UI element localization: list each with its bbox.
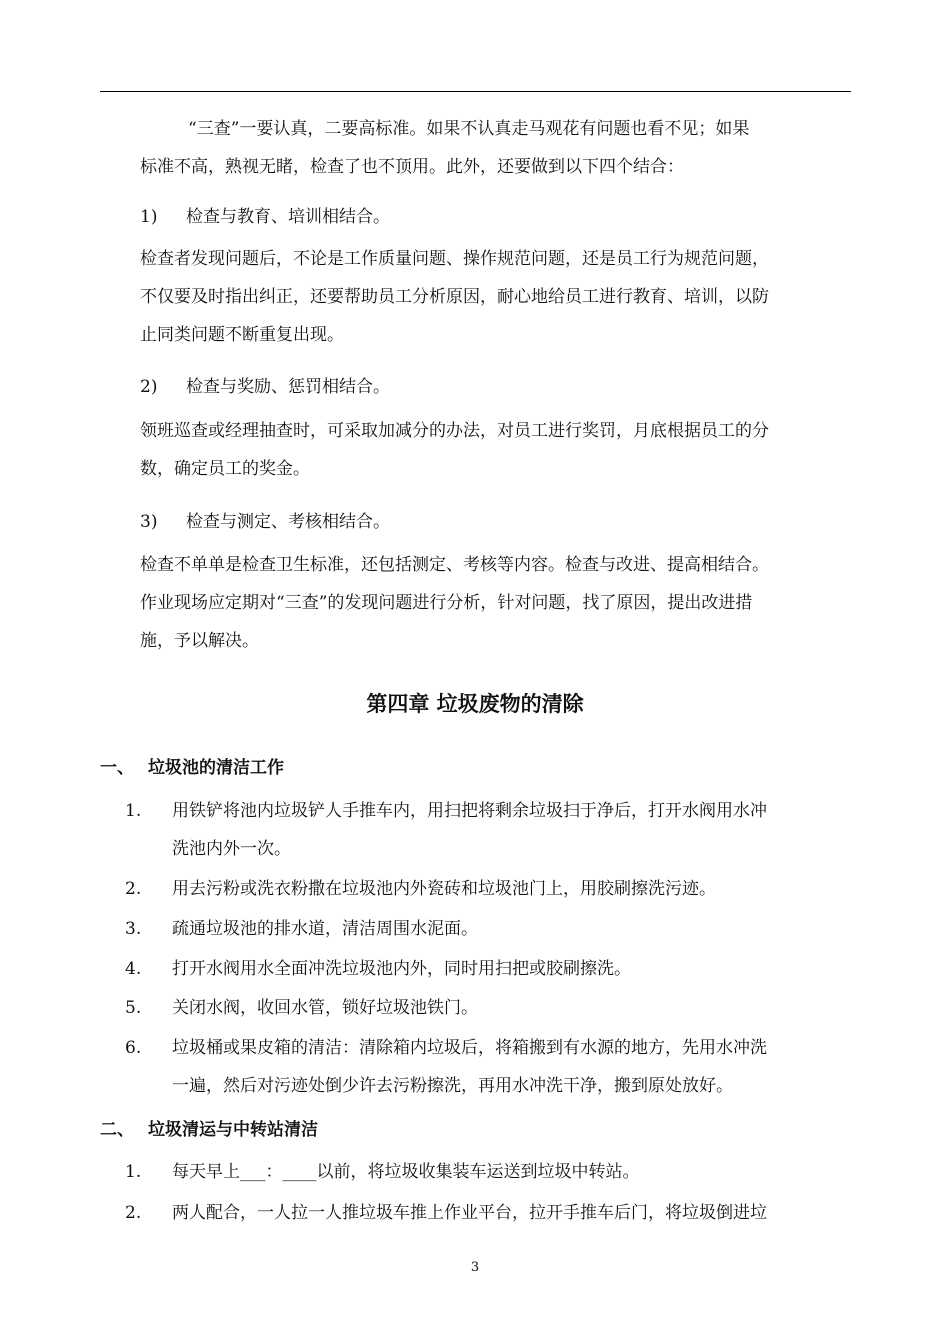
header-rule [100,91,851,92]
combo-1-line-2: 不仅要及时指出纠正，还要帮助员工分析原因，耐心地给员工进行教育、培训，以防 [140,287,769,307]
list-item-text: 用铁铲将池内垃圾铲人手推车内，用扫把将剩余垃圾扫于净后，打开水阀用水冲 [172,801,767,821]
list-item-number: 2. [125,879,142,899]
section-heading-2 [100,1115,318,1140]
combo-title: 检查与测定、考核相结合。 [186,512,390,532]
section-number: 一、 [100,758,134,778]
list-item-number: 3. [125,919,142,939]
combo-1-line-3: 止同类问题不断重复出现。 [140,325,344,345]
list-item-number: 5. [125,998,142,1018]
list-item-text: 关闭水阀，收回水管，锁好垃圾池铁门。 [172,998,478,1018]
combo-number: 3) [140,512,158,532]
list-item-text: 打开水阀用水全面冲洗垃圾池内外，同时用扫把或胶刷擦洗。 [172,959,631,979]
combo-2-line-2: 数，确定员工的奖金。 [140,459,310,479]
list-item-text: 一遍，然后对污迹处倒少许去污粉擦洗，再用水冲洗干净，搬到原处放好。 [172,1076,733,1096]
list-item-number: 4. [125,959,142,979]
section-title: 垃圾池的清洁工作 [148,758,284,778]
list-item-text: 疏通垃圾池的排水道，清洁周围水泥面。 [172,919,478,939]
section-title: 垃圾清运与中转站清洁 [148,1120,318,1140]
list-item-text: 用去污粉或洗衣粉撒在垃圾池内外瓷砖和垃圾池门上，用胶刷擦洗污迹。 [172,879,716,899]
combo-title: 检查与教育、培训相结合。 [186,207,390,227]
section-number: 二、 [100,1120,134,1140]
combo-1-line-1: 检查者发现问题后，不论是工作质量问题、操作规范问题，还是员工行为规范问题， [140,249,769,269]
combo-2-line-1: 领班巡查或经理抽查时，可采取加减分的办法，对员工进行奖罚，月底根据员工的分 [140,421,769,441]
combo-heading-2 [140,372,390,397]
page-number: 3 [470,1260,480,1275]
combo-3-line-2: 作业现场应定期对“三查”的发现问题进行分析，针对问题，找了原因，提出改进措 [140,593,753,613]
combo-heading-3 [140,507,390,532]
combo-3-line-1: 检查不单单是检查卫生标准，还包括测定、考核等内容。检查与改进、提高相结合。 [140,555,769,575]
combo-3-line-3: 施，予以解决。 [140,631,259,651]
list-item-number: 2. [125,1203,142,1223]
list-item-text: 垃圾桶或果皮箱的清洁：清除箱内垃圾后，将箱搬到有水源的地方，先用水冲洗 [172,1038,767,1058]
combo-number: 1) [140,207,158,227]
list-item-text: 每天早上___：____以前，将垃圾收集装车运送到垃圾中转站。 [172,1162,640,1182]
combo-heading-1 [140,202,390,227]
list-item-number: 1. [125,1162,142,1182]
intro-line-1: “三查”一要认真，二要高标准。如果不认真走马观花有问题也看不见；如果 [188,119,750,139]
section-heading-1 [100,753,284,778]
list-item-text: 洗池内外一次。 [172,839,291,859]
list-item-text: 两人配合，一人拉一人推垃圾车推上作业平台，拉开手推车后门，将垃圾倒进垃 [172,1203,767,1223]
intro-line-2: 标准不高，熟视无睹，检查了也不顶用。此外，还要做到以下四个结合： [140,157,684,177]
combo-number: 2) [140,377,158,397]
chapter-title: 第四章 垃圾废物的清除 [366,692,584,716]
list-item-number: 6. [125,1038,142,1058]
combo-title: 检查与奖励、惩罚相结合。 [186,377,390,397]
list-item-number: 1. [125,801,142,821]
